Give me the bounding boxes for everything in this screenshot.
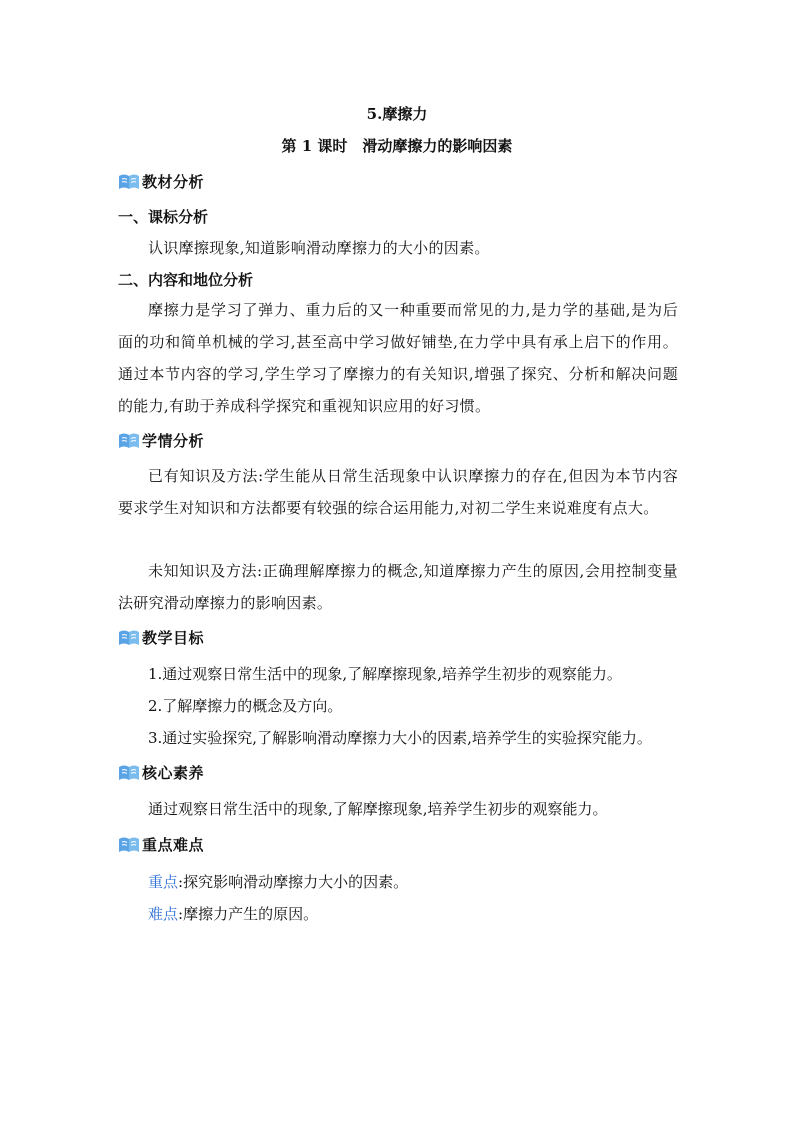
paragraph: 已有知识及方法:学生能从日常生活现象中认识摩擦力的存在,但因为本节内容要求学生对知识和方法都要有较强的综合运用能力,对初二学生来说难度有点大。	[118, 467, 678, 517]
paragraph: 认识摩擦现象,知道影响滑动摩擦力的大小的因素。	[148, 239, 490, 257]
book-icon	[118, 172, 140, 190]
section-key-points	[118, 833, 204, 855]
section-heading: 重点难点	[142, 835, 205, 854]
difficult-point-line	[148, 903, 318, 924]
paragraph: 通过观察日常生活中的现象,了解摩擦现象,培养学生初步的观察能力。	[148, 800, 608, 818]
key-point-line	[148, 871, 408, 892]
section-heading: 学情分析	[142, 431, 205, 450]
key-point-text: :探究影响滑动摩擦力大小的因素。	[178, 873, 409, 891]
subsection-heading: 二、内容和地位分析	[118, 271, 254, 289]
section-heading: 教学目标	[142, 628, 205, 647]
list-item: 3.通过实验探究,了解影响滑动摩擦力大小的因素,培养学生的实验探究能力。	[148, 729, 652, 747]
lesson-title: 第 1 课时 滑动摩擦力的影响因素	[281, 137, 513, 155]
section-student-analysis	[118, 429, 204, 451]
difficult-point-label: 难点	[148, 905, 179, 923]
paragraph: 摩擦力是学习了弹力、重力后的又一种重要而常见的力,是力学的基础,是为后面的功和简单机械的学习,甚至高中学习做好铺垫,在力学中具有承上启下的作用。通过本节内容的学习,学生学习了摩擦力的有关知识,增强了探究、分析和解决问题的能力,有助于养成科学探究和重视知识应用的好习惯。	[118, 301, 678, 415]
section-teaching-goals	[118, 626, 204, 648]
section-core-literacy	[118, 761, 204, 783]
difficult-point-text: :摩擦力产生的原因。	[178, 905, 319, 923]
subsection-heading: 一、课标分析	[118, 208, 209, 226]
book-icon	[118, 628, 140, 646]
section-material-analysis	[118, 170, 204, 192]
list-item: 1.通过观察日常生活中的现象,了解摩擦现象,培养学生初步的观察能力。	[148, 665, 622, 683]
section-heading: 教材分析	[142, 172, 205, 191]
book-icon	[118, 763, 140, 781]
book-icon	[118, 835, 140, 853]
key-point-label: 重点	[148, 873, 179, 891]
section-heading: 核心素养	[142, 763, 205, 782]
book-icon	[118, 431, 140, 449]
paragraph: 未知知识及方法:正确理解摩擦力的概念,知道摩擦力产生的原因,会用控制变量法研究滑动摩擦力的影响因素。	[118, 562, 678, 612]
chapter-title: 5.摩擦力	[366, 105, 428, 123]
list-item: 2.了解摩擦力的概念及方向。	[148, 697, 343, 715]
